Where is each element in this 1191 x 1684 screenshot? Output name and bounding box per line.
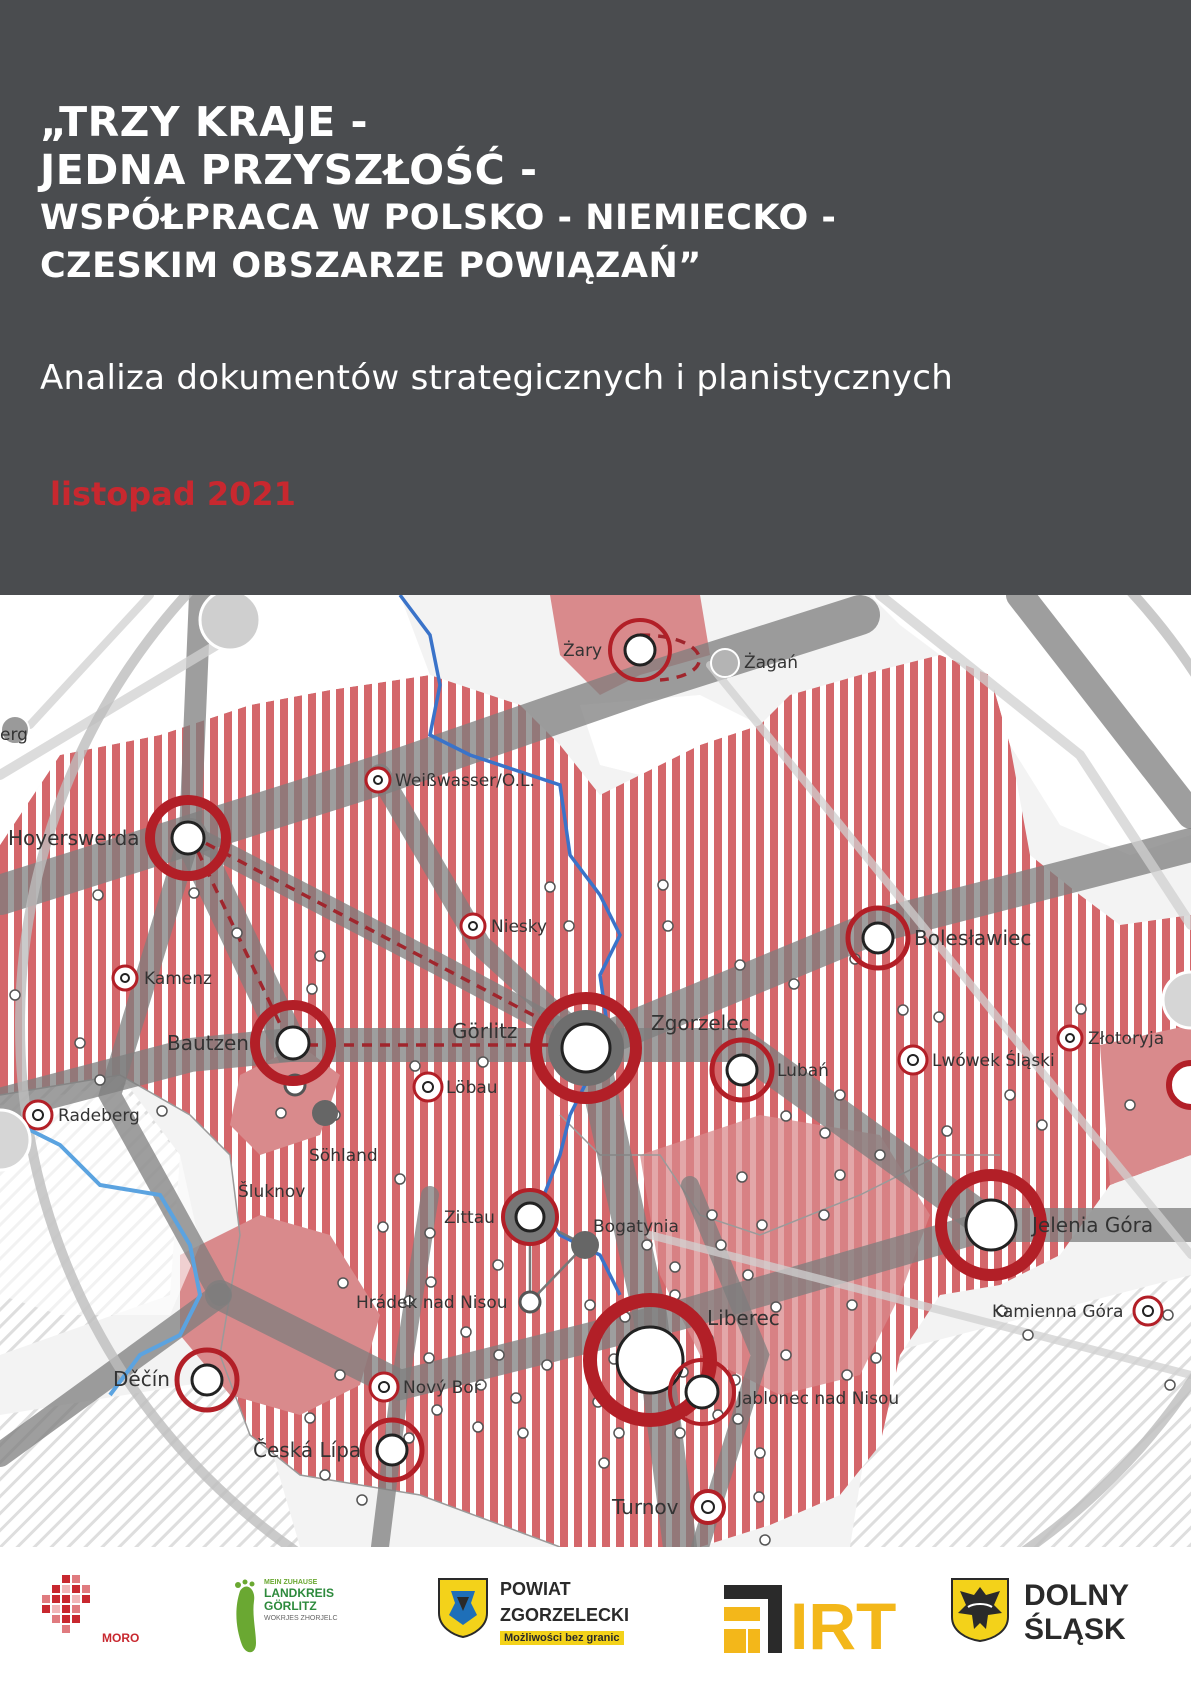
document-subtitle: Analiza dokumentów strategicznych i planistycznych xyxy=(40,358,954,398)
label-weisswasser: Weißwasser/O.L. xyxy=(395,771,535,791)
dolny-slask-logo xyxy=(950,1577,1160,1657)
label-gorlitz: Görlitz xyxy=(452,1019,518,1043)
dolny-slask-eagle-icon xyxy=(950,1577,1010,1643)
landkreis-gorlitz-logo xyxy=(232,1579,352,1659)
powiat-tagline: Możliwości bez granic xyxy=(500,1631,624,1645)
label-lobau: Löbau xyxy=(446,1078,498,1098)
label-kamienna-gora: Kamienna Góra xyxy=(992,1302,1124,1322)
label-turnov: Turnov xyxy=(612,1495,679,1519)
powiat-zgorzelecki-logo xyxy=(437,1577,657,1657)
label-boleslawiec: Bolesławiec xyxy=(914,926,1032,950)
partner-logos xyxy=(0,1547,1191,1684)
label-ceska-lipa: Česká Lípa xyxy=(253,1438,362,1462)
label-lwowek: Lwówek Śląski xyxy=(932,1051,1055,1071)
irt-text: IRT xyxy=(790,1589,897,1653)
label-luban: Lubań xyxy=(777,1061,829,1081)
moro-label: MORO xyxy=(102,1631,140,1645)
label-zlotoryja: Złotoryja xyxy=(1088,1029,1165,1049)
document-title xyxy=(40,98,836,290)
map-illustration xyxy=(0,595,1191,1547)
dolny-slask-line1: DOLNY xyxy=(1024,1579,1129,1612)
powiat-line2: ZGORZELECKI xyxy=(500,1605,629,1625)
label-bogatynia: Bogatynia xyxy=(593,1217,679,1237)
publication-date: listopad 2021 xyxy=(50,475,296,513)
label-radeberg: Radeberg xyxy=(58,1106,140,1126)
label-hradek: Hrádek nad Nisou xyxy=(356,1293,508,1313)
dolny-slask-line2: ŚLĄSK xyxy=(1024,1613,1126,1646)
label-jelenia-gora: Jelenia Góra xyxy=(1032,1213,1154,1237)
powiat-coat-of-arms-icon xyxy=(437,1577,489,1639)
footprint-icon xyxy=(232,1579,262,1659)
label-zittau: Zittau xyxy=(444,1208,495,1228)
landkreis-tagline: MEIN ZUHAUSE xyxy=(264,1579,318,1586)
irt-wordmark-icon xyxy=(724,1585,904,1653)
label-liberec: Liberec xyxy=(707,1306,780,1330)
moro-logo xyxy=(40,1575,140,1655)
label-bautzen: Bautzen xyxy=(167,1031,249,1055)
powiat-line1: POWIAT xyxy=(500,1579,571,1599)
landkreis-name xyxy=(264,1587,334,1613)
title-line-3: WSPÓŁPRACA W POLSKO - NIEMIECKO - xyxy=(40,198,837,238)
landkreis-name-line1: LANDKREIS xyxy=(264,1586,335,1600)
label-hoyerswerda: Hoyerswerda xyxy=(8,826,140,850)
label-kamenz: Kamenz xyxy=(144,969,212,989)
label-niesky: Niesky xyxy=(491,917,548,937)
landkreis-name-line2: GÖRLITZ xyxy=(264,1599,317,1613)
moro-mosaic-icon xyxy=(40,1575,110,1645)
label-erg: erg xyxy=(0,725,28,745)
title-line-4: CZESKIM OBSZARZE POWIĄZAŃ” xyxy=(40,246,702,286)
label-novy-bor: Nový Bor xyxy=(403,1378,481,1398)
label-decin: Děčín xyxy=(113,1367,170,1391)
label-zary: Żary xyxy=(563,641,603,661)
label-sohland: Söhland xyxy=(309,1146,378,1166)
cover-header xyxy=(0,0,1191,595)
cover-map xyxy=(0,595,1191,1547)
title-line-1: „TRZY KRAJE - xyxy=(40,98,368,146)
label-zgorzelec: Zgorzelec xyxy=(651,1011,750,1035)
dolny-slask-text xyxy=(1024,1579,1129,1647)
landkreis-sorbian-name: WOKRJES ZHORJELC xyxy=(264,1615,338,1622)
title-line-2: JEDNA PRZYSZŁOŚĆ - xyxy=(40,146,538,194)
label-zagan: Żagań xyxy=(744,653,799,673)
label-jablonec: Jablonec nad Nisou xyxy=(737,1389,900,1409)
label-sluknov: Šluknov xyxy=(238,1182,306,1202)
irt-logo xyxy=(724,1585,904,1653)
